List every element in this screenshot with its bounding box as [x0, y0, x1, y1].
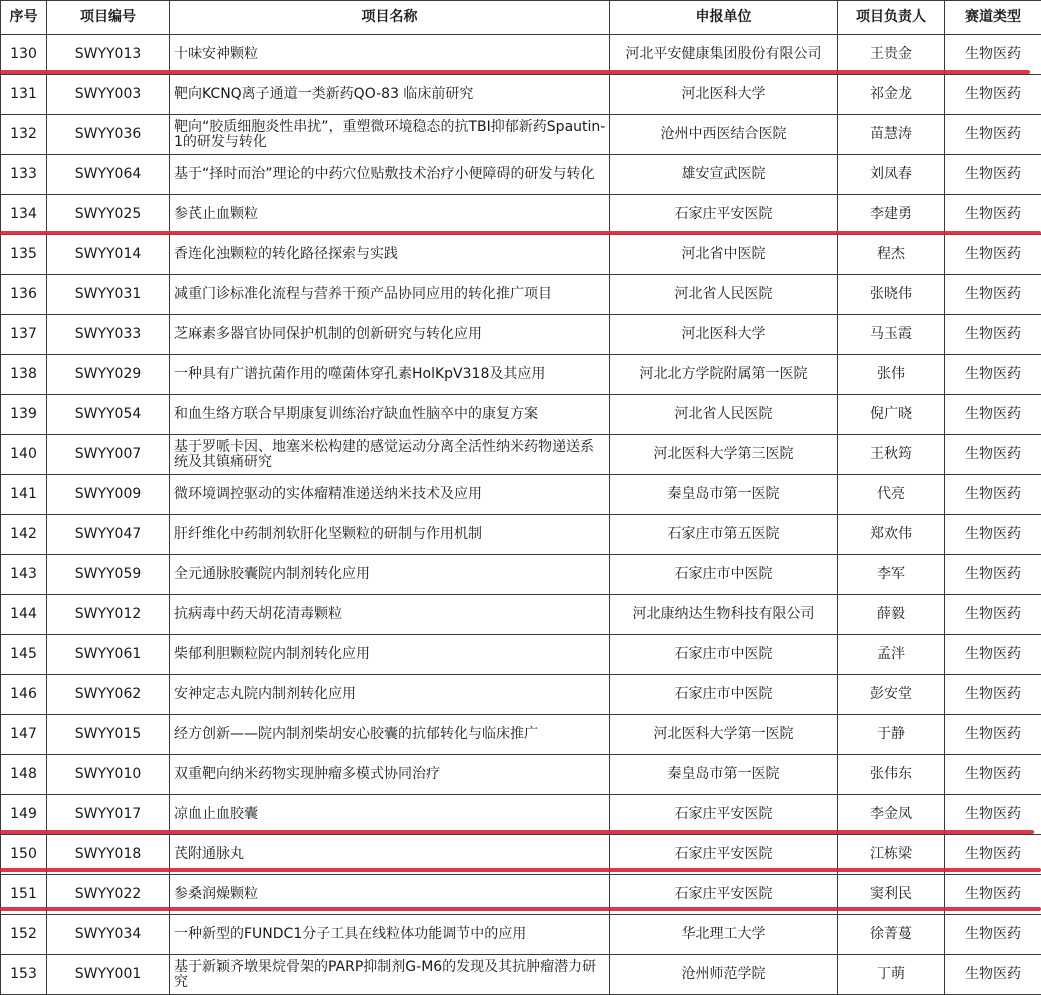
cell-track: 生物医药: [945, 635, 1041, 675]
table-row: [1, 675, 1041, 715]
cell-project-name: 肝纤维化中药制剂软肝化坚颗粒的研制与作用机制: [170, 515, 610, 555]
cell-track: 生物医药: [945, 235, 1041, 275]
cell-project-name: 全元通脉胶囊院内制剂转化应用: [170, 555, 610, 595]
cell-leader: 窦利民: [838, 875, 945, 915]
cell-project-name: 芪附通脉丸: [170, 835, 610, 875]
header-row: [1, 1, 1041, 35]
cell-seq: 146: [1, 675, 47, 715]
cell-track: 生物医药: [945, 35, 1041, 75]
header-name: 项目名称: [170, 1, 610, 35]
cell-track: 生物医药: [945, 315, 1041, 355]
cell-project-name: 芝麻素多器官协同保护机制的创新研究与转化应用: [170, 315, 610, 355]
cell-track: 生物医药: [945, 355, 1041, 395]
table-row: [1, 275, 1041, 315]
cell-code: SWYY054: [47, 395, 170, 435]
cell-code: SWYY007: [47, 435, 170, 475]
red-marker-line: [0, 868, 1041, 872]
header-unit: 申报单位: [610, 1, 838, 35]
cell-code: SWYY064: [47, 155, 170, 195]
red-marker-line: [0, 907, 1041, 911]
cell-unit: 河北省人民医院: [610, 395, 838, 435]
cell-leader: 李建勇: [838, 195, 945, 235]
cell-unit: 河北平安健康集团股份有限公司: [610, 35, 838, 75]
cell-leader: 张伟: [838, 355, 945, 395]
cell-leader: 苗慧涛: [838, 115, 945, 155]
cell-project-name: 一种具有广谱抗菌作用的噬菌体穿孔素HolKpV318及其应用: [170, 355, 610, 395]
cell-unit: 秦皇岛市第一医院: [610, 475, 838, 515]
cell-track: 生物医药: [945, 115, 1041, 155]
cell-seq: 145: [1, 635, 47, 675]
cell-leader: 马玉霞: [838, 315, 945, 355]
red-marker-line: [0, 231, 1041, 235]
header-track: 赛道类型: [945, 1, 1041, 35]
cell-track: 生物医药: [945, 835, 1041, 875]
table-row: [1, 35, 1041, 75]
table-body: [1, 35, 1041, 995]
cell-project-name: 靶向“胶质细胞炎性串扰”，重塑微环境稳态的抗TBI抑郁新药Spautin-1的研发与转化: [170, 115, 610, 155]
cell-leader: 于静: [838, 715, 945, 755]
cell-track: 生物医药: [945, 395, 1041, 435]
cell-unit: 河北医科大学第三医院: [610, 435, 838, 475]
cell-leader: 祁金龙: [838, 75, 945, 115]
cell-project-name: 安神定志丸院内制剂转化应用: [170, 675, 610, 715]
table-row: [1, 315, 1041, 355]
cell-project-name: 香连化浊颗粒的转化路径探索与实践: [170, 235, 610, 275]
cell-seq: 147: [1, 715, 47, 755]
cell-code: SWYY015: [47, 715, 170, 755]
cell-track: 生物医药: [945, 955, 1041, 995]
cell-leader: 李金凤: [838, 795, 945, 835]
cell-code: SWYY034: [47, 915, 170, 955]
cell-unit: 河北北方学院附属第一医院: [610, 355, 838, 395]
cell-code: SWYY013: [47, 35, 170, 75]
cell-seq: 153: [1, 955, 47, 995]
cell-leader: 郑欢伟: [838, 515, 945, 555]
cell-code: SWYY001: [47, 955, 170, 995]
table-row: [1, 555, 1041, 595]
cell-code: SWYY047: [47, 515, 170, 555]
cell-leader: 彭安堂: [838, 675, 945, 715]
cell-track: 生物医药: [945, 915, 1041, 955]
cell-leader: 徐菁蔓: [838, 915, 945, 955]
cell-code: SWYY017: [47, 795, 170, 835]
cell-project-name: 一种新型的FUNDC1分子工具在线粒体功能调节中的应用: [170, 915, 610, 955]
cell-project-name: 基于新颖齐墩果烷骨架的PARP抑制剂G-M6的发现及其抗肿瘤潜力研究: [170, 955, 610, 995]
cell-unit: 雄安宣武医院: [610, 155, 838, 195]
table-row: [1, 115, 1041, 155]
cell-seq: 143: [1, 555, 47, 595]
cell-project-name: 基于“择时而治”理论的中药穴位贴敷技术治疗小便障碍的研发与转化: [170, 155, 610, 195]
cell-unit: 河北医科大学第一医院: [610, 715, 838, 755]
table-header: [1, 1, 1041, 35]
cell-unit: 河北康纳达生物科技有限公司: [610, 595, 838, 635]
cell-project-name: 减重门诊标准化流程与营养干预产品协同应用的转化推广项目: [170, 275, 610, 315]
cell-seq: 130: [1, 35, 47, 75]
cell-code: SWYY059: [47, 555, 170, 595]
cell-project-name: 微环境调控驱动的实体瘤精准递送纳米技术及应用: [170, 475, 610, 515]
cell-code: SWYY018: [47, 835, 170, 875]
cell-project-name: 参芪止血颗粒: [170, 195, 610, 235]
table-row: [1, 595, 1041, 635]
cell-unit: 河北医科大学: [610, 315, 838, 355]
cell-seq: 132: [1, 115, 47, 155]
cell-project-name: 柴郁利胆颗粒院内制剂转化应用: [170, 635, 610, 675]
cell-code: SWYY003: [47, 75, 170, 115]
cell-leader: 张晓伟: [838, 275, 945, 315]
cell-track: 生物医药: [945, 275, 1041, 315]
table-row: [1, 235, 1041, 275]
cell-track: 生物医药: [945, 555, 1041, 595]
cell-seq: 136: [1, 275, 47, 315]
cell-leader: 孟泮: [838, 635, 945, 675]
header-code: 项目编号: [47, 1, 170, 35]
table-row: [1, 915, 1041, 955]
cell-unit: 石家庄平安医院: [610, 875, 838, 915]
cell-track: 生物医药: [945, 715, 1041, 755]
cell-project-name: 抗病毒中药天胡花清毒颗粒: [170, 595, 610, 635]
cell-leader: 薛毅: [838, 595, 945, 635]
cell-code: SWYY022: [47, 875, 170, 915]
cell-track: 生物医药: [945, 155, 1041, 195]
cell-leader: 江栋梁: [838, 835, 945, 875]
cell-leader: 李军: [838, 555, 945, 595]
cell-project-name: 基于罗哌卡因、地塞米松构建的感觉运动分离全活性纳米药物递送系统及其镇痛研究: [170, 435, 610, 475]
cell-unit: 石家庄市第五医院: [610, 515, 838, 555]
cell-seq: 151: [1, 875, 47, 915]
cell-leader: 王贵金: [838, 35, 945, 75]
cell-seq: 131: [1, 75, 47, 115]
table-row: [1, 355, 1041, 395]
cell-track: 生物医药: [945, 435, 1041, 475]
cell-code: SWYY029: [47, 355, 170, 395]
cell-code: SWYY014: [47, 235, 170, 275]
red-marker-line: [0, 830, 1034, 834]
cell-leader: 张伟东: [838, 755, 945, 795]
cell-leader: 代亮: [838, 475, 945, 515]
cell-track: 生物医药: [945, 795, 1041, 835]
table-row: [1, 195, 1041, 235]
cell-unit: 石家庄市中医院: [610, 675, 838, 715]
cell-unit: 石家庄平安医院: [610, 835, 838, 875]
cell-leader: 王秋筠: [838, 435, 945, 475]
cell-seq: 150: [1, 835, 47, 875]
table-row: [1, 395, 1041, 435]
cell-project-name: 靶向KCNQ离子通道一类新药QO-83 临床前研究: [170, 75, 610, 115]
table-row: [1, 475, 1041, 515]
cell-unit: 秦皇岛市第一医院: [610, 755, 838, 795]
cell-seq: 152: [1, 915, 47, 955]
cell-track: 生物医药: [945, 595, 1041, 635]
cell-seq: 138: [1, 355, 47, 395]
cell-unit: 石家庄平安医院: [610, 795, 838, 835]
cell-unit: 石家庄市中医院: [610, 555, 838, 595]
cell-seq: 149: [1, 795, 47, 835]
cell-leader: 刘凤春: [838, 155, 945, 195]
table-row: [1, 515, 1041, 555]
cell-unit: 沧州中西医结合医院: [610, 115, 838, 155]
cell-unit: 沧州师范学院: [610, 955, 838, 995]
table-row: [1, 715, 1041, 755]
cell-seq: 144: [1, 595, 47, 635]
cell-track: 生物医药: [945, 755, 1041, 795]
table-row: [1, 755, 1041, 795]
header-seq: 序号: [1, 1, 47, 35]
table-row: [1, 155, 1041, 195]
cell-project-name: 凉血止血胶囊: [170, 795, 610, 835]
cell-seq: 139: [1, 395, 47, 435]
cell-unit: 河北省人民医院: [610, 275, 838, 315]
cell-track: 生物医药: [945, 675, 1041, 715]
cell-seq: 148: [1, 755, 47, 795]
cell-unit: 华北理工大学: [610, 915, 838, 955]
cell-track: 生物医药: [945, 515, 1041, 555]
cell-unit: 石家庄市中医院: [610, 635, 838, 675]
cell-leader: 丁萌: [838, 955, 945, 995]
cell-code: SWYY036: [47, 115, 170, 155]
cell-code: SWYY031: [47, 275, 170, 315]
cell-code: SWYY025: [47, 195, 170, 235]
cell-seq: 142: [1, 515, 47, 555]
cell-leader: 倪广晓: [838, 395, 945, 435]
cell-track: 生物医药: [945, 875, 1041, 915]
cell-unit: 石家庄平安医院: [610, 195, 838, 235]
red-marker-line: [0, 70, 1030, 74]
cell-track: 生物医药: [945, 195, 1041, 235]
cell-seq: 137: [1, 315, 47, 355]
table-row: [1, 435, 1041, 475]
cell-leader: 程杰: [838, 235, 945, 275]
cell-project-name: 双重靶向纳米药物实现肿瘤多模式协同治疗: [170, 755, 610, 795]
cell-project-name: 参桑润燥颗粒: [170, 875, 610, 915]
cell-track: 生物医药: [945, 75, 1041, 115]
cell-project-name: 和血生络方联合早期康复训练治疗缺血性脑卒中的康复方案: [170, 395, 610, 435]
cell-seq: 140: [1, 435, 47, 475]
cell-code: SWYY012: [47, 595, 170, 635]
header-leader: 项目负责人: [838, 1, 945, 35]
cell-code: SWYY061: [47, 635, 170, 675]
cell-project-name: 十味安神颗粒: [170, 35, 610, 75]
cell-project-name: 经方创新——院内制剂柴胡安心胶囊的抗郁转化与临床推广: [170, 715, 610, 755]
table-row: [1, 955, 1041, 995]
cell-track: 生物医药: [945, 475, 1041, 515]
cell-code: SWYY009: [47, 475, 170, 515]
cell-unit: 河北省中医院: [610, 235, 838, 275]
cell-seq: 141: [1, 475, 47, 515]
cell-code: SWYY033: [47, 315, 170, 355]
cell-seq: 133: [1, 155, 47, 195]
cell-code: SWYY062: [47, 675, 170, 715]
cell-code: SWYY010: [47, 755, 170, 795]
table-row: [1, 635, 1041, 675]
cell-unit: 河北医科大学: [610, 75, 838, 115]
table-row: [1, 75, 1041, 115]
cell-seq: 134: [1, 195, 47, 235]
cell-seq: 135: [1, 235, 47, 275]
table-row: [1, 795, 1041, 835]
